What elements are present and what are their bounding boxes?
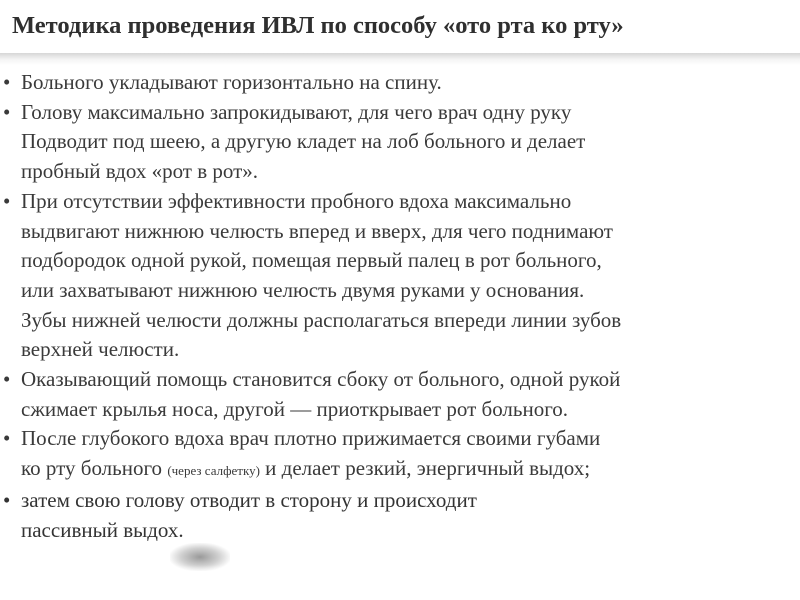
- bullet-3-line-2: выдвигают нижнюю челюсть вперед и вверх, для чего поднимают: [21, 218, 613, 243]
- bullet-list: [0, 68, 800, 545]
- bullet-marker: •: [3, 99, 11, 124]
- bullet-4-line-2: сжимает крылья носа, другой — приоткрывает рот больного.: [21, 396, 569, 421]
- bullet-marker: •: [3, 70, 11, 94]
- slide-body: [0, 68, 800, 600]
- bullet-item-6: [0, 486, 800, 545]
- bullet-item-1: [0, 68, 800, 98]
- bullet-6-line-2: пассивный выдох.: [21, 517, 184, 542]
- bullet-3-line-1: При отсутствии эффективности пробного вдоха максимально: [21, 188, 572, 213]
- bullet-marker: •: [3, 367, 11, 392]
- title-divider: [0, 53, 800, 65]
- bullet-marker: •: [3, 188, 11, 213]
- bullet-6-line-1: затем свою голову отводит в сторону и происходит: [21, 487, 477, 512]
- slide-title: Методика проведения ИВЛ по способу «ото рта ко рту»: [12, 12, 624, 39]
- bullet-5-line-2-start: ко рту больного: [21, 456, 168, 481]
- bullet-item-2: [0, 98, 800, 187]
- bullet-5-line-2-end: и делает резкий, энергичный выдох;: [259, 456, 591, 481]
- bullet-5-line-2: [21, 454, 800, 486]
- bullet-marker: •: [3, 426, 11, 451]
- bullet-3-line-6: верхней челюсти.: [21, 337, 180, 362]
- bullet-3-line-4: или захватывают нижнюю челюсть двумя руками у основания.: [21, 277, 585, 302]
- bullet-item-5: [0, 424, 800, 485]
- bullet-4-line-1: Оказывающий помощь становится сбоку от больного, одной рукой: [21, 367, 621, 392]
- bullet-item-4: [0, 365, 800, 424]
- bullet-marker: •: [3, 487, 11, 512]
- parenthetical-note: (через салфетку): [167, 463, 260, 479]
- bullet-item-3: [0, 187, 800, 365]
- bullet-2-line-1: Голову максимально запрокидывают, для чего врач одну руку: [21, 99, 572, 124]
- bullet-2-line-2: Подводит под шеею, а другую кладет на лоб больного и делает: [21, 129, 586, 154]
- bullet-1-line-1: Больного укладывают горизонтально на спину.: [21, 70, 442, 94]
- bullet-2-line-3: пробный вдох «рот в рот».: [21, 159, 259, 184]
- bullet-3-line-5: Зубы нижней челюсти должны располагаться впереди линии зубов: [21, 307, 622, 332]
- bullet-5-line-1: После глубокого вдоха врач плотно прижимается своими губами: [21, 426, 601, 451]
- bullet-3-line-3: подбородок одной рукой, помещая первый палец в рот больного,: [21, 248, 602, 273]
